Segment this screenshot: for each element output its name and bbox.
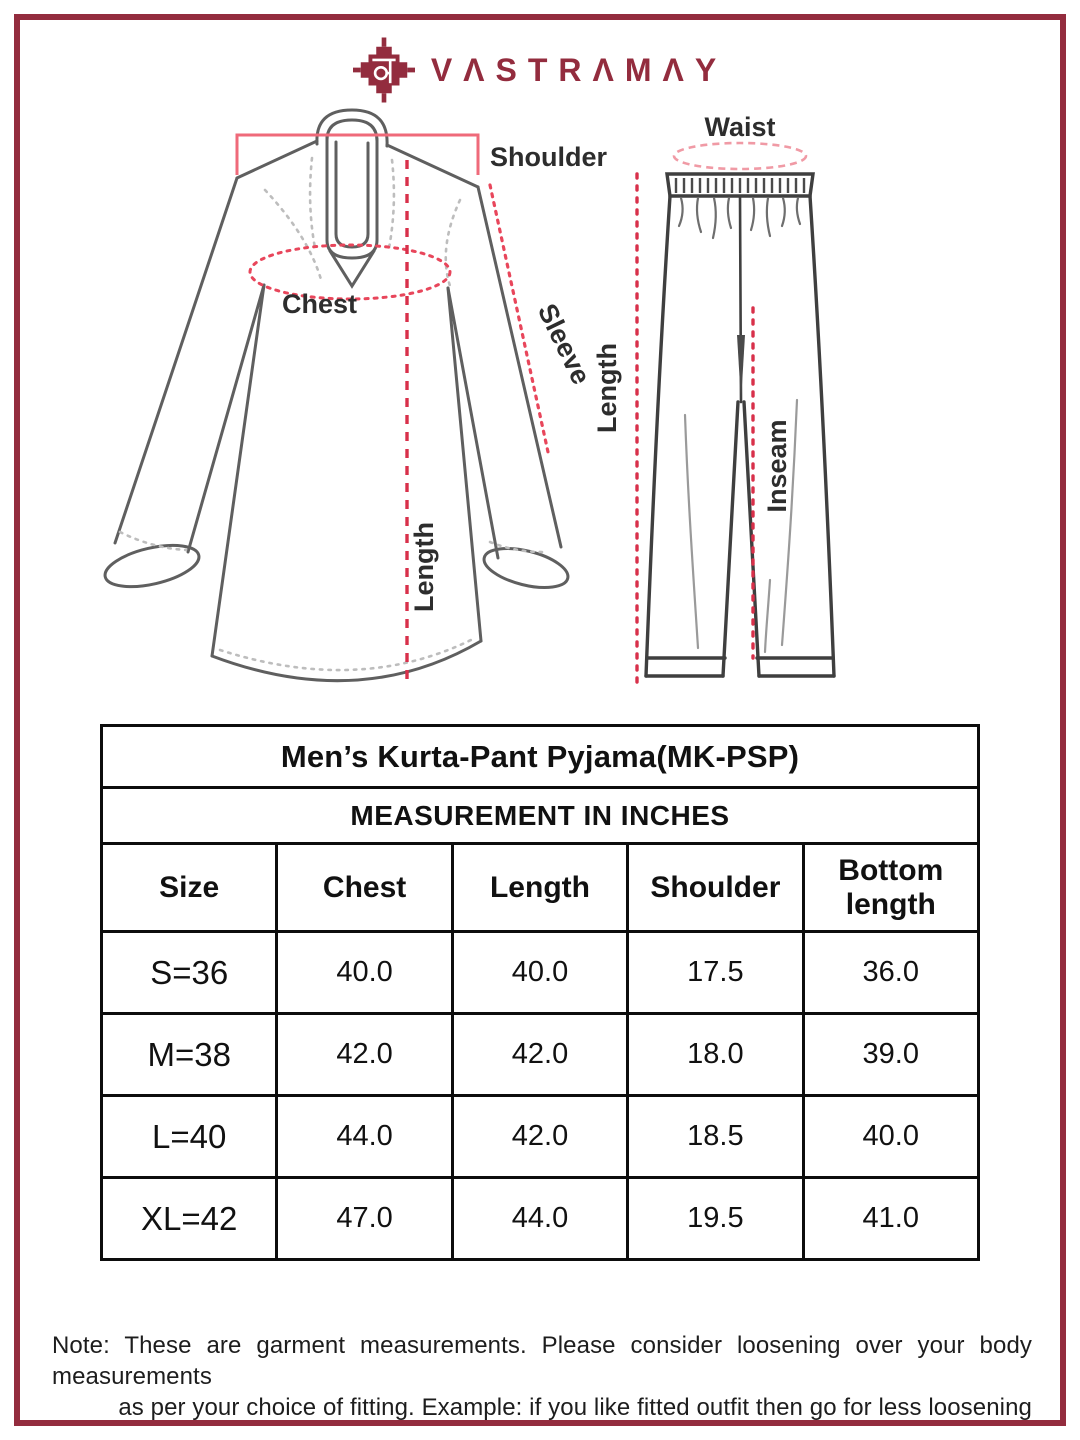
note-line-1: Note: These are garment measurements. Please consider loosening over your body measurements: [52, 1332, 1032, 1390]
length-value: 40.0: [452, 932, 627, 1014]
kurta-sleeve-label: Sleeve: [531, 299, 597, 390]
table-row-m: [102, 1014, 979, 1096]
kurta-outline: [101, 110, 572, 681]
kurta-chest-label: Chest: [282, 289, 358, 319]
kurta-measure-lines: [237, 135, 548, 685]
table-header-row: [102, 844, 979, 932]
table-subtitle-row: [102, 788, 979, 844]
brand-wordmark: VΛSTRΛMΛY: [430, 51, 728, 88]
bottom-length-value: 41.0: [803, 1178, 978, 1260]
pyjama-length-label: Length: [592, 343, 622, 433]
kurta-stitch-lines: [120, 158, 542, 670]
kurta-shoulder-label: Shoulder: [490, 142, 608, 172]
note-line-2: as per your choice of fitting. Example: if you like fitted outfit then go for less loosening: [118, 1394, 1032, 1421]
size-value: XL=42: [102, 1178, 277, 1260]
bottom-length-value: 39.0: [803, 1014, 978, 1096]
length-value: 42.0: [452, 1014, 627, 1096]
column-header-bottom-length: Bottom length: [803, 844, 978, 932]
size-value: L=40: [102, 1096, 277, 1178]
shoulder-value: 18.5: [628, 1096, 803, 1178]
logo-diamond-shape: [361, 47, 408, 94]
pyjama-elastic-ticks: [676, 178, 804, 193]
length-value: 42.0: [452, 1096, 627, 1178]
column-header-length: Length: [452, 844, 627, 932]
column-header-shoulder: Shoulder: [628, 844, 803, 932]
pyjama-measure-lines: [637, 143, 806, 688]
table-row-xl: [102, 1178, 979, 1260]
shoulder-value: 18.0: [628, 1014, 803, 1096]
shoulder-value: 17.5: [628, 932, 803, 1014]
size-value: M=38: [102, 1014, 277, 1096]
table-title-row: [102, 726, 979, 788]
bottom-length-value: 40.0: [803, 1096, 978, 1178]
size-chart-table: [100, 724, 980, 1261]
table-subtitle: MEASUREMENT IN INCHES: [102, 788, 979, 844]
column-header-size: Size: [102, 844, 277, 932]
chest-value: 47.0: [277, 1178, 452, 1260]
measurement-note: [52, 1330, 1032, 1423]
column-header-chest: Chest: [277, 844, 452, 932]
pyjama-waist-label: Waist: [704, 112, 776, 142]
bottom-length-value: 36.0: [803, 932, 978, 1014]
pyjama-inseam-label: Inseam: [762, 419, 792, 513]
chest-value: 40.0: [277, 932, 452, 1014]
size-value: S=36: [102, 932, 277, 1014]
pyjama-outline: [646, 174, 834, 676]
vastramay-logo-icon: [353, 33, 415, 107]
garment-measurement-diagram: [60, 100, 1020, 725]
table-title: Men’s Kurta-Pant Pyjama(MK-PSP): [102, 726, 979, 788]
table-row-l: [102, 1096, 979, 1178]
length-value: 44.0: [452, 1178, 627, 1260]
chest-value: 44.0: [277, 1096, 452, 1178]
kurta-length-label: Length: [409, 522, 439, 612]
shoulder-value: 19.5: [628, 1178, 803, 1260]
chest-value: 42.0: [277, 1014, 452, 1096]
table-row-s: [102, 932, 979, 1014]
pyjama-crotch-shadow: [737, 335, 745, 402]
